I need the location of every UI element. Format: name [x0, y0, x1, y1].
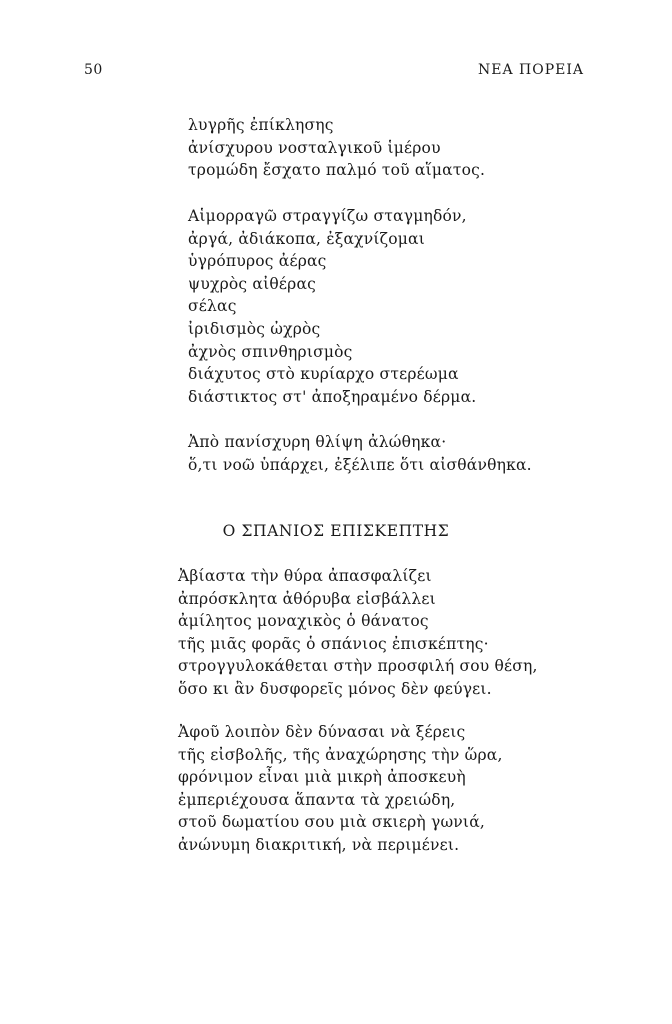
verse-line: στοῦ δωματίου σου μιὰ σκιερὴ γωνιά,	[178, 813, 485, 832]
verse-line: τῆς εἰσβολῆς, τῆς ἀναχώρησης τὴν ὥρα,	[178, 745, 503, 764]
verse-line: φρόνιμον εἶναι μιὰ μικρὴ ἀποσκευὴ	[178, 768, 466, 787]
poem2-stanza2	[178, 721, 503, 857]
poem1-stanza2	[188, 205, 476, 408]
verse-line: διάστικτος στ' ἀποξηραμένο δέρμα.	[188, 387, 477, 406]
poem2-stanza1	[178, 565, 538, 701]
verse-line: τρομώδη ἔσχατο παλμό τοῦ αἵματος.	[188, 161, 486, 180]
verse-line: ἀνώνυμη διακριτική, νὰ περιμένει.	[178, 835, 460, 854]
verse-line: ψυχρὸς αἰθέρας	[188, 274, 316, 293]
verse-line: ἀπρόσκλητα ἀθόρυβα εἰσβάλλει	[178, 589, 436, 608]
verse-line: τῆς μιᾶς φορᾶς ὁ σπάνιος ἐπισκέπτης·	[178, 634, 489, 653]
verse-line: ἀμίλητος μοναχικὸς ὁ θάνατος	[178, 612, 429, 631]
page-number: 50	[84, 62, 103, 78]
poem-title: Ο ΣΠΑΝΙΟΣ ΕΠΙΣΚΕΠΤΗΣ	[222, 522, 450, 540]
verse-line: ὅσο κι ἂν δυσφορεῖς μόνος δὲν φεύγει.	[178, 679, 492, 698]
verse-line: ἰριδισμὸς ὠχρὸς	[188, 319, 321, 338]
verse-line: ἐμπεριέχουσα ἅπαντα τὰ χρειώδη,	[178, 790, 456, 809]
verse-line: Ἀπὸ πανίσχυρη θλίψη ἀλώθηκα·	[188, 433, 447, 451]
running-head: ΝΕΑ ΠΟΡΕΙΑ	[478, 62, 584, 78]
poem1-stanza3	[188, 431, 532, 476]
verse-line: Ἀβίαστα τὴν θύρα ἀπασφαλίζει	[178, 567, 432, 585]
verse-line: Ἀφοῦ λοιπὸν δὲν δύνασαι νὰ ξέρεις	[178, 723, 466, 741]
verse-line: ἀργά, ἀδιάκοπα, ἐξαχνίζομαι	[188, 229, 425, 248]
poem1-stanza1	[188, 114, 485, 182]
verse-line: σέλας	[188, 297, 237, 316]
verse-line: Αἱμορραγῶ στραγγίζω σταγμηδόν,	[188, 207, 467, 225]
verse-line: λυγρῆς ἐπίκλησης	[188, 116, 334, 134]
verse-line: ἀχνὸς σπινθηρισμὸς	[188, 342, 353, 361]
verse-line: ὑγρόπυρος ἀέρας	[188, 252, 327, 271]
verse-line: ὅ,τι νοῶ ὑπάρχει, ἐξέλιπε ὅτι αἰσθάνθηκα.	[188, 455, 532, 474]
verse-line: διάχυτος στὸ κυρίαρχο στερέωμα	[188, 365, 459, 384]
verse-line: στρογγυλοκάθεται στὴν προσφιλή σου θέση,	[178, 657, 538, 676]
verse-line: ἀνίσχυρου νοσταλγικοῦ ἱμέρου	[188, 138, 441, 157]
